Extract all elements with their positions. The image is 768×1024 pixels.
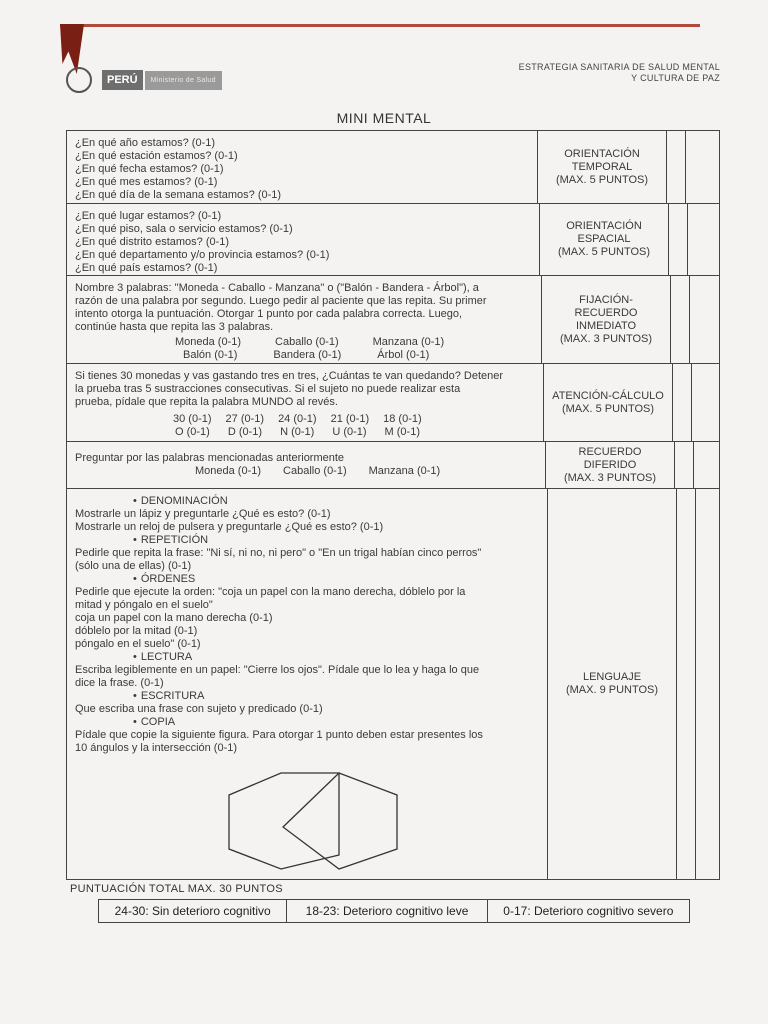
- instruction-line: la prueba tras 5 sustracciones consecutivas. Si el sujeto no puede realizar esta: [75, 383, 461, 395]
- task-line: (sólo una de ellas) (0-1): [75, 560, 192, 572]
- column-divider: [670, 276, 671, 363]
- row-instructions: [75, 370, 503, 439]
- task-line: Pídale que copie la siguiente figura. Para otorgar 1 punto deben estar presentes los: [75, 729, 483, 741]
- ministry-logo: [66, 64, 316, 96]
- label-line: ORIENTACIÓN: [566, 220, 642, 232]
- score-scale: [98, 899, 690, 923]
- word-item: Moneda (0-1): [175, 336, 242, 348]
- letter-item: D (0-1): [227, 426, 263, 438]
- word-item: Balón (0-1): [183, 349, 238, 361]
- word-items-row: [195, 465, 440, 478]
- row-atencion-calculo: [66, 363, 720, 441]
- scale-no-deterioration: 24-30: Sin deterioro cognitivo: [99, 900, 287, 922]
- column-divider: [672, 364, 673, 441]
- instruction-line: razón de una palabra por segundo. Luego pedir al paciente que las repita. Su primer: [75, 295, 487, 307]
- label-line: RECUERDO: [574, 306, 638, 319]
- mundo-items-row: [175, 426, 503, 439]
- label-line: (MAX. 5 PUNTOS): [555, 173, 649, 186]
- language-tasks: [75, 495, 483, 755]
- label-line: ORIENTACIÓN: [564, 147, 640, 160]
- task-heading: • DENOMINACIÓN: [75, 495, 483, 508]
- row-questions: [75, 137, 281, 202]
- label-line: TEMPORAL: [571, 160, 633, 173]
- scale-mild-deterioration: 18-23: Deterioro cognitivo leve: [287, 900, 487, 922]
- instruction-line: prueba, pídale que repita la palabra MUNDO al revés.: [75, 396, 338, 408]
- word-item: Caballo (0-1): [275, 336, 339, 348]
- logo-ministry: Ministerio de Salud: [145, 71, 222, 90]
- page-title: MINI MENTAL: [336, 110, 432, 126]
- task-heading: • LECTURA: [75, 651, 483, 664]
- intersecting-pentagons-figure: [221, 771, 401, 871]
- task-line: Mostrarle un reloj de pulsera y preguntarle ¿Qué es esto? (0-1): [75, 521, 384, 533]
- task-heading: • ESCRITURA: [75, 690, 483, 703]
- column-divider: [674, 442, 675, 488]
- row-lenguaje: [66, 488, 720, 880]
- row-orientacion-espacial: [66, 203, 720, 275]
- subtraction-item: 18 (0-1): [383, 413, 422, 425]
- instruction-line: Preguntar por las palabras mencionadas anteriormente: [75, 452, 345, 464]
- question-line: ¿En qué piso, sala o servicio estamos? (0-1): [75, 223, 293, 235]
- letter-item: O (0-1): [175, 426, 210, 438]
- pentagon-left: [229, 773, 339, 869]
- task-line: coja un papel con la mano derecha (0-1): [75, 612, 273, 624]
- instruction-line: intento otorga la puntuación. Otorgar 1 punto por cada palabra correcta. Luego,: [75, 308, 463, 320]
- subtraction-item: 21 (0-1): [330, 413, 370, 425]
- word-item: Manzana (0-1): [372, 336, 445, 348]
- task-line: dóblelo por la mitad (0-1): [75, 625, 198, 637]
- label-line: RECUERDO: [578, 445, 642, 458]
- row-instructions: [75, 282, 487, 362]
- org-header: [470, 62, 720, 84]
- question-line: ¿En qué departamento y/o provincia estamos? (0-1): [75, 249, 330, 261]
- word-items-row: [183, 349, 487, 362]
- word-item: Moneda (0-1): [195, 465, 262, 477]
- task-line: Pedirle que repita la frase: "Ni sí, ni no, ni pero" o "En un trigal habían cinco perros": [75, 547, 482, 559]
- logo-peru: PERÚ: [102, 70, 143, 90]
- column-divider: [687, 204, 688, 275]
- instruction-line: continúe hasta que repita las 3 palabras.: [75, 321, 274, 333]
- subtraction-item: 24 (0-1): [278, 413, 317, 425]
- row-instructions: [75, 452, 440, 478]
- label-line: (MAX. 9 PUNTOS): [565, 684, 659, 696]
- label-line: FIJACIÓN-: [579, 293, 633, 306]
- label-line: ATENCIÓN-CÁLCULO: [552, 389, 664, 402]
- task-line: mitad y póngalo en el suelo": [75, 599, 213, 611]
- label-line: ESPACIAL: [577, 233, 631, 245]
- question-line: ¿En qué país estamos? (0-1): [75, 262, 218, 274]
- org-line-1: ESTRATEGIA SANITARIA DE SALUD MENTAL: [518, 62, 720, 72]
- task-heading: • COPIA: [75, 716, 483, 729]
- word-item: Caballo (0-1): [283, 465, 347, 477]
- subtraction-item: 30 (0-1): [173, 413, 212, 425]
- section-label: [542, 276, 670, 363]
- section-label: [538, 131, 666, 203]
- column-divider: [691, 364, 692, 441]
- section-label: [546, 442, 674, 488]
- question-line: ¿En qué día de la semana estamos? (0-1): [75, 189, 282, 201]
- row-recuerdo-diferido: [66, 441, 720, 488]
- word-items-row: [175, 336, 487, 349]
- question-line: ¿En qué mes estamos? (0-1): [75, 176, 218, 188]
- task-line: Que escriba una frase con sujeto y predicado (0-1): [75, 703, 323, 715]
- section-label: [548, 489, 676, 879]
- question-line: ¿En qué distrito estamos? (0-1): [75, 236, 230, 248]
- instruction-line: Nombre 3 palabras: "Moneda - Caballo - Manzana" o ("Balón - Bandera - Árbol"), a: [75, 282, 479, 294]
- row-orientacion-temporal: [66, 130, 720, 203]
- section-label: [540, 204, 668, 275]
- row-fijacion: [66, 275, 720, 363]
- label-line: LENGUAJE: [582, 671, 642, 683]
- word-item: Manzana (0-1): [368, 465, 441, 477]
- task-line: Escriba legiblemente en un papel: "Cierre los ojos". Pídale que lo lea y haga lo que: [75, 664, 480, 676]
- letter-item: N (0-1): [280, 426, 315, 438]
- word-item: Árbol (0-1): [377, 349, 430, 361]
- task-heading: • ÓRDENES: [75, 573, 483, 586]
- top-rule: [60, 24, 700, 27]
- label-line: (MAX. 3 PUNTOS): [563, 471, 657, 484]
- label-line: DIFERIDO: [583, 458, 637, 471]
- question-line: ¿En qué estación estamos? (0-1): [75, 150, 238, 162]
- question-line: ¿En qué lugar estamos? (0-1): [75, 210, 222, 222]
- row-questions: [75, 210, 329, 275]
- question-line: ¿En qué fecha estamos? (0-1): [75, 163, 224, 175]
- column-divider: [666, 131, 667, 203]
- letter-item: U (0-1): [332, 426, 367, 438]
- total-score-label: PUNTUACIÓN TOTAL MAX. 30 PUNTOS: [70, 883, 283, 895]
- org-line-2: Y CULTURA DE PAZ: [631, 73, 720, 83]
- column-divider: [668, 204, 669, 275]
- label-line: INMEDIATO: [575, 319, 637, 332]
- subtraction-items-row: [173, 413, 503, 426]
- pentagon-right: [283, 773, 397, 869]
- label-line: (MAX. 3 PUNTOS): [559, 332, 653, 345]
- task-line: Pedirle que ejecute la orden: "coja un papel con la mano derecha, dóblelo por la: [75, 586, 466, 598]
- task-line: Mostrarle un lápiz y preguntarle ¿Qué es esto? (0-1): [75, 508, 331, 520]
- coat-of-arms-icon: [66, 67, 92, 93]
- task-heading: • REPETICIÓN: [75, 534, 483, 547]
- column-divider: [693, 442, 694, 488]
- question-line: ¿En qué año estamos? (0-1): [75, 137, 216, 149]
- section-label: [544, 364, 672, 441]
- task-line: dice la frase. (0-1): [75, 677, 164, 689]
- instruction-line: Si tienes 30 monedas y vas gastando tres en tres, ¿Cuántas te van quedando? Detener: [75, 370, 504, 382]
- letter-item: M (0-1): [384, 426, 420, 438]
- column-divider: [685, 131, 686, 203]
- label-line: (MAX. 5 PUNTOS): [557, 246, 651, 258]
- column-divider: [689, 276, 690, 363]
- subtraction-item: 27 (0-1): [225, 413, 265, 425]
- task-line: 10 ángulos y la intersección (0-1): [75, 742, 238, 754]
- scale-severe-deterioration: 0-17: Deterioro cognitivo severo: [503, 904, 674, 918]
- column-divider: [695, 489, 696, 879]
- column-divider: [676, 489, 677, 879]
- task-line: póngalo en el suelo" (0-1): [75, 638, 201, 650]
- label-line: (MAX. 5 PUNTOS): [561, 402, 655, 415]
- word-item: Bandera (0-1): [273, 349, 342, 361]
